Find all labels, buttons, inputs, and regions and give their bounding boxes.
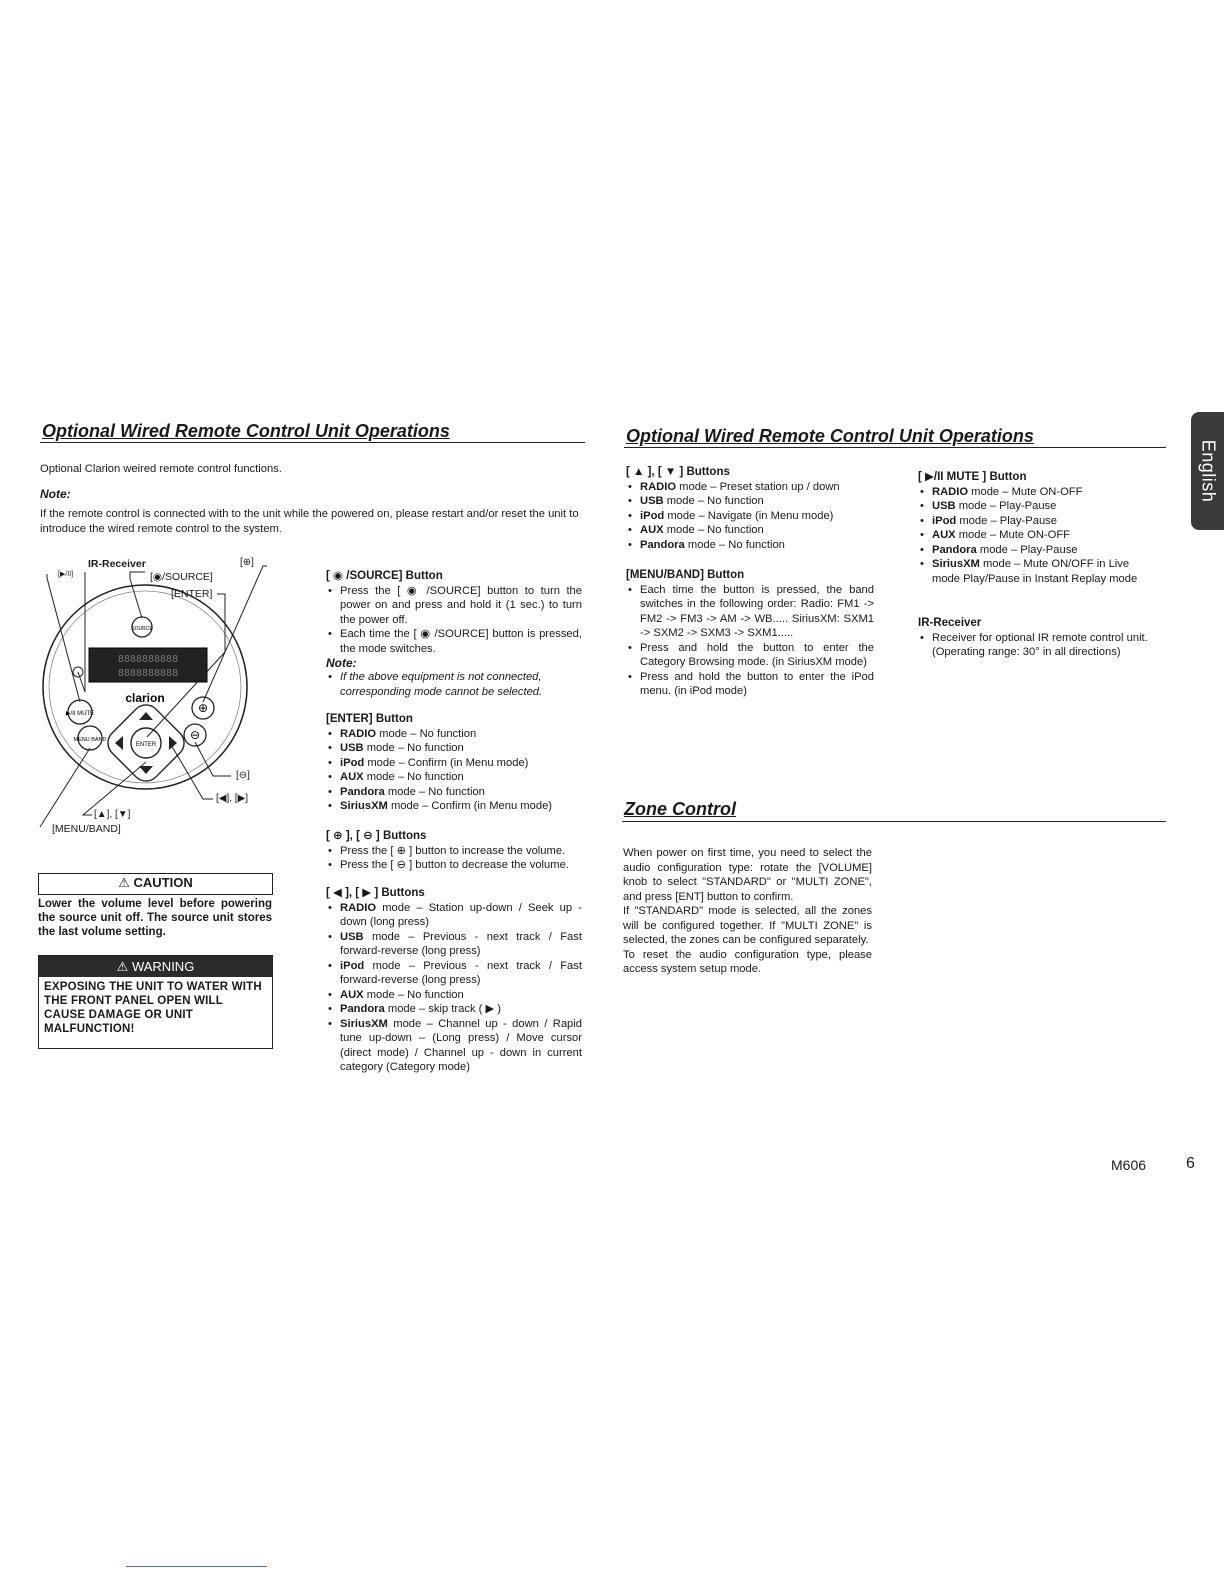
source-note-list bbox=[326, 670, 582, 699]
vol-up-icon: ⊕ bbox=[197, 701, 209, 715]
list-item: • RADIO mode – Station up-down / Seek up - down (long press) bbox=[326, 901, 582, 930]
left-note-text: If the remote control is connected with to the unit while the powered on, please restart and/or reset the unit to introduce the wired remote control to the system. bbox=[40, 508, 579, 535]
menuband-section bbox=[626, 568, 874, 699]
menuband-title: [MENU/BAND] Button bbox=[626, 569, 745, 581]
list-item: • Press and hold the button to enter the Category Browsing mode. (in SiriusXM mode) bbox=[626, 641, 874, 670]
warning-label: ⚠ WARNING bbox=[39, 956, 272, 977]
list-item: • Press the [ ⊕ ] button to increase the volume. bbox=[326, 844, 582, 859]
diagram-label-volup: [⊕] bbox=[240, 557, 254, 568]
list-item: • Each time the [ ◉ /SOURCE] button is pressed, the mode switches. bbox=[326, 627, 582, 656]
updown-section bbox=[626, 465, 876, 552]
caution-box bbox=[38, 873, 273, 895]
diagram-label-source: [◉/SOURCE] bbox=[150, 571, 213, 583]
list-item: • Pandora mode – No function bbox=[326, 785, 582, 800]
seek-section bbox=[326, 886, 582, 1075]
mute-section bbox=[918, 470, 1168, 586]
list-item: • AUX mode – No function bbox=[326, 988, 582, 1003]
zone-paragraph-2: If "STANDARD" mode is selected, all the zones will be configured together. If "MULTI ZONE" is selected, the zones can be configured separately. bbox=[623, 905, 872, 946]
list-item: • AUX mode – No function bbox=[626, 523, 876, 538]
zone-paragraph-3: To reset the audio configuration type, please access system setup mode. bbox=[623, 948, 872, 975]
volume-list bbox=[326, 844, 582, 873]
left-page-heading: Optional Wired Remote Control Unit Operations bbox=[42, 421, 450, 441]
list-item: • SiriusXM mode – Confirm (in Menu mode) bbox=[326, 799, 582, 814]
lcd-row2: 8888888888 bbox=[117, 668, 179, 679]
list-item: • AUX mode – No function bbox=[326, 770, 582, 785]
list-item: • Pandora mode – skip track ( ▶ ) bbox=[326, 1002, 582, 1017]
diagram-label-enter: [ENTER] bbox=[171, 588, 213, 600]
mute-list bbox=[918, 485, 1168, 587]
list-item: • iPod mode – Confirm (in Menu mode) bbox=[326, 756, 582, 771]
diagram-label-ir: IR-Receiver bbox=[88, 558, 146, 570]
seek-title: [ ◀ ], [ ▶ ] Buttons bbox=[326, 887, 425, 899]
warning-box bbox=[38, 955, 273, 1049]
language-tab-label: English bbox=[1198, 439, 1218, 503]
caution-label: ⚠ CAUTION bbox=[118, 875, 193, 890]
model-number: M606 bbox=[1111, 1157, 1147, 1173]
left-intro: Optional Clarion weired remote control functions. bbox=[40, 463, 282, 475]
volume-section bbox=[326, 829, 582, 873]
leader-mute bbox=[47, 574, 80, 702]
vol-down-icon: ⊖ bbox=[189, 728, 201, 742]
list-item: • iPod mode – Navigate (in Menu mode) bbox=[626, 509, 876, 524]
source-note-label: Note: bbox=[326, 656, 357, 670]
zone-paragraph-1: When power on first time, you need to select the audio configuration type: rotate the [VOLUME] knob to select "STANDARD" or "MULTI ZONE", and press [ENT] button to confirm. bbox=[623, 847, 872, 903]
left-note-label: Note: bbox=[40, 487, 71, 501]
caution-text: Lower the volume level before powering the source unit off. The source unit stores the last volume setting. bbox=[38, 898, 272, 938]
list-item: • Pandora mode – No function bbox=[626, 538, 876, 553]
page-number: 6 bbox=[1186, 1155, 1195, 1172]
menuband-list bbox=[626, 583, 874, 699]
left-heading-rule bbox=[40, 442, 585, 443]
volume-title: [ ⊕ ], [ ⊖ ] Buttons bbox=[326, 830, 427, 842]
list-item: • USB mode – Play-Pause bbox=[918, 499, 1168, 514]
diagram-label-voldown: [⊖] bbox=[236, 770, 250, 781]
enter-section bbox=[326, 712, 582, 814]
list-item: • Receiver for optional IR remote control unit. (Operating range: 30° in all directions) bbox=[918, 631, 1168, 660]
enter-button-label: ENTER bbox=[135, 742, 157, 748]
list-item: • USB mode – No function bbox=[326, 741, 582, 756]
warning-text: EXPOSING THE UNIT TO WATER WITH THE FRONT PANEL OPEN WILL CAUSE DAMAGE OR UNIT MALFUNCTION! bbox=[44, 981, 262, 1035]
list-item: • Pandora mode – Play-Pause bbox=[918, 543, 1168, 558]
diagram-label-seek: [◀], [▶] bbox=[216, 793, 249, 804]
list-item: • Press the [ ⊖ ] button to decrease the volume. bbox=[326, 858, 582, 873]
list-item: • SiriusXM mode – Channel up - down / Rapid tune up-down – (Long press) / Move cursor (direct mode) / Channel up - down in current category (Category mode) bbox=[326, 1017, 582, 1075]
language-tab[interactable] bbox=[1191, 412, 1224, 530]
caution-triangle-icon: ⚠ bbox=[118, 875, 134, 890]
updown-title: [ ▲ ], [ ▼ ] Buttons bbox=[626, 466, 730, 478]
menu-band-label: MENU BAND bbox=[73, 737, 107, 743]
lcd-row1: 8888888888 bbox=[117, 654, 179, 665]
ir-list bbox=[918, 631, 1168, 660]
list-item: • iPod mode – Previous - next track / Fast forward-reverse (long press) bbox=[326, 959, 582, 988]
list-item: • USB mode – No function bbox=[626, 494, 876, 509]
brand-logo: clarion bbox=[125, 691, 165, 705]
source-list bbox=[326, 584, 582, 657]
mute-title: [ ▶/II MUTE ] Button bbox=[918, 471, 1027, 483]
list-item: • RADIO mode – Preset station up / down bbox=[626, 480, 876, 495]
diagram-label-menuband: [MENU/BAND] bbox=[52, 823, 121, 835]
enter-title: [ENTER] Button bbox=[326, 713, 413, 725]
list-item: • RADIO mode – Mute ON-OFF bbox=[918, 485, 1168, 500]
zone-heading-rule bbox=[622, 821, 1166, 822]
list-item: • AUX mode – Mute ON-OFF bbox=[918, 528, 1168, 543]
bottom-link-line bbox=[126, 1566, 267, 1567]
diagram-label-updown: [▲], [▼] bbox=[94, 809, 131, 820]
diagram-label-mute: [▶/II] bbox=[58, 571, 74, 578]
mute-button-label: ▶/II MUTE bbox=[65, 711, 95, 717]
warning-triangle-icon: ⚠ bbox=[116, 959, 132, 974]
source-button-label: SOURCE bbox=[131, 626, 153, 632]
enter-list bbox=[326, 727, 582, 814]
zone-heading: Zone Control bbox=[624, 799, 736, 819]
list-item: • RADIO mode – No function bbox=[326, 727, 582, 742]
updown-list bbox=[626, 480, 876, 553]
leader-source-top bbox=[130, 572, 145, 579]
leader-volup bbox=[203, 566, 267, 702]
list-item: • Each time the button is pressed, the band switches in the following order: Radio: FM1 -> FM2 -> FM3 -> AM -> WB..... SiriusXM: SXM1 -> SXM2 -> SXM3 -> SXM1..... bbox=[626, 583, 874, 641]
right-heading-rule bbox=[624, 447, 1166, 448]
source-section bbox=[326, 569, 582, 699]
list-item: • USB mode – Previous - next track / Fast forward-reverse (long press) bbox=[326, 930, 582, 959]
source-title: [ ◉ /SOURCE] Button bbox=[326, 570, 443, 582]
leader-voldown bbox=[195, 742, 231, 776]
ir-section bbox=[918, 616, 1168, 660]
list-item: • Press and hold the button to enter the iPod menu. (in iPod mode) bbox=[626, 670, 874, 699]
zone-text bbox=[623, 846, 872, 977]
list-item: • iPod mode – Play-Pause bbox=[918, 514, 1168, 529]
list-item: • If the above equipment is not connected, corresponding mode cannot be selected. bbox=[326, 670, 582, 699]
right-page-heading: Optional Wired Remote Control Unit Operations bbox=[626, 426, 1034, 446]
list-item: • Press the [ ◉ /SOURCE] button to turn the power on and press and hold it (1 sec.) to turn the power off. bbox=[326, 584, 582, 628]
list-item: • SiriusXM mode – Mute ON/OFF in Live mode Play/Pause in Instant Replay mode bbox=[918, 557, 1142, 586]
seek-list bbox=[326, 901, 582, 1075]
ir-title: IR-Receiver bbox=[918, 617, 982, 629]
